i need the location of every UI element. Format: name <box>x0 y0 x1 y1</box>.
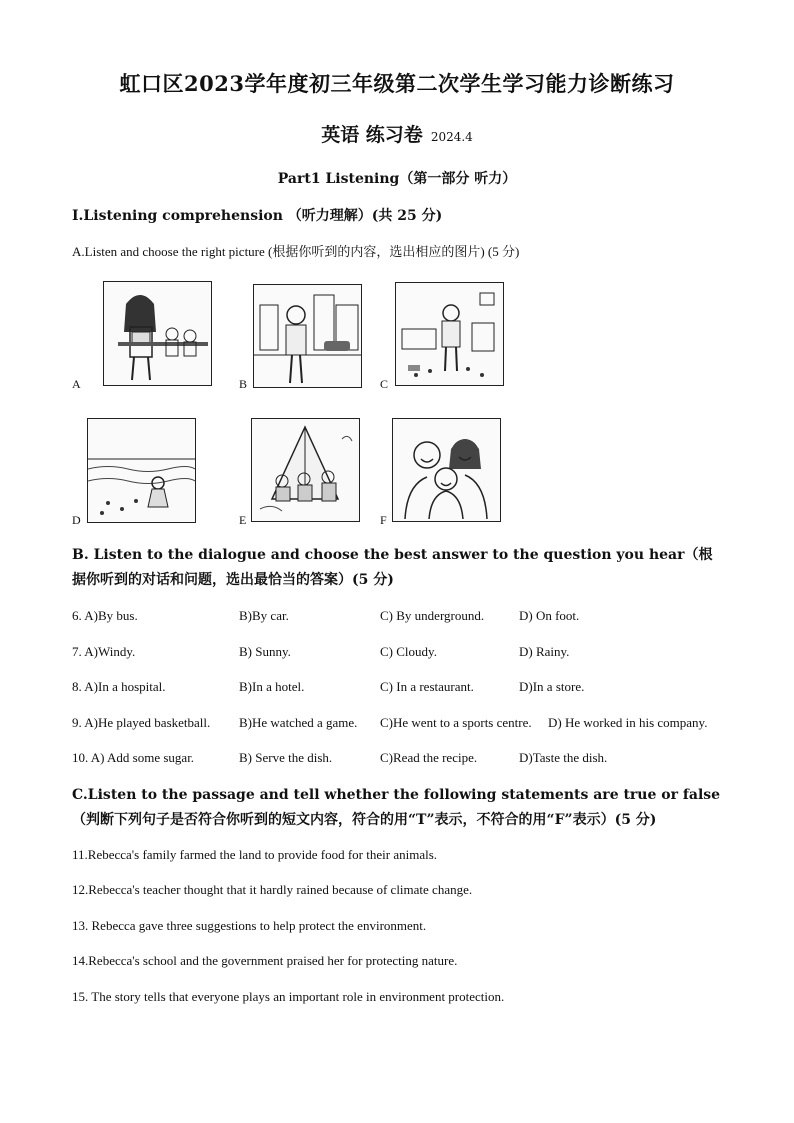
option-d: D) He worked in his company. <box>548 715 708 730</box>
option-d: D) On foot. <box>519 608 580 623</box>
option-c: C)Read the recipe. <box>380 750 478 765</box>
statement-item: 15. The story tells that everyone plays an important role in environment protection. <box>72 989 505 1004</box>
girl-reading-icon <box>104 282 211 385</box>
picture-label-d: D <box>72 513 81 527</box>
option-a: 9. A)He played basketball. <box>72 715 211 730</box>
option-d: D)In a store. <box>519 679 585 694</box>
option-d: D) Rainy. <box>519 644 570 659</box>
boy-messy-room-icon <box>396 283 503 385</box>
option-b: B)By car. <box>239 608 289 623</box>
boy-beach-icon <box>88 419 195 522</box>
option-c: C) Cloudy. <box>380 644 437 659</box>
exam-date: 2024.4 <box>430 130 473 144</box>
picture-label-a: A <box>72 377 81 391</box>
option-b: B)In a hotel. <box>239 679 305 694</box>
section1-heading: I.Listening comprehension （听力理解）(共 25 分) <box>72 208 443 224</box>
subject-title <box>0 120 794 147</box>
option-a: 8. A)In a hospital. <box>72 679 166 694</box>
picture-d <box>87 418 196 523</box>
option-b: B) Sunny. <box>239 644 291 659</box>
happy-family-icon <box>393 419 500 521</box>
option-b: B)He watched a game. <box>239 715 358 730</box>
section-c-instruction: C.Listen to the passage and tell whether the following statements are true or false（判断下列句子是否符合你听到的短文内容，符合的用“T”表示，不符合的用“F”表示）(5 分) <box>72 787 721 828</box>
option-a: 10. A) Add some sugar. <box>72 750 195 765</box>
picture-b <box>253 284 362 388</box>
option-c: C)He went to a sports centre. <box>380 715 532 730</box>
option-b: B) Serve the dish. <box>239 750 333 765</box>
subject-label: 英语 练习卷 <box>321 124 423 146</box>
statement-item: 12.Rebecca's teacher thought that it hardly rained because of climate change. <box>72 882 473 897</box>
option-a: 6. A)By bus. <box>72 608 138 623</box>
section-b-instruction: B. Listen to the dialogue and choose the best answer to the question you hear（根据你听到的对话和问题，选出最恰当的答案）(5 分) <box>72 547 713 588</box>
option-c: C) In a restaurant. <box>380 679 474 694</box>
picture-label-f: F <box>380 513 387 527</box>
section-a-instruction: A.Listen and choose the right picture (根据你听到的内容，选出相应的图片) (5 分) <box>72 244 520 259</box>
girl-city-street-icon <box>254 285 361 387</box>
picture-a <box>103 281 212 386</box>
picture-c <box>395 282 504 386</box>
picture-label-b: B <box>239 377 248 391</box>
option-c: C) By underground. <box>380 608 485 623</box>
kids-camping-icon <box>252 419 359 521</box>
statement-item: 11.Rebecca's family farmed the land to provide food for their animals. <box>72 847 438 862</box>
statement-item: 14.Rebecca's school and the government praised her for protecting nature. <box>72 953 458 968</box>
statement-item: 13. Rebecca gave three suggestions to help protect the environment. <box>72 918 427 933</box>
option-d: D)Taste the dish. <box>519 750 608 765</box>
page-title: 虹口区2023学年度初三年级第二次学生学习能力诊断练习 <box>119 71 675 96</box>
option-a: 7. A)Windy. <box>72 644 136 659</box>
picture-label-e: E <box>239 513 247 527</box>
picture-f <box>392 418 501 522</box>
picture-e <box>251 418 360 522</box>
part-heading: Part1 Listening（第一部分 听力） <box>277 171 517 187</box>
picture-label-c: C <box>380 377 389 391</box>
